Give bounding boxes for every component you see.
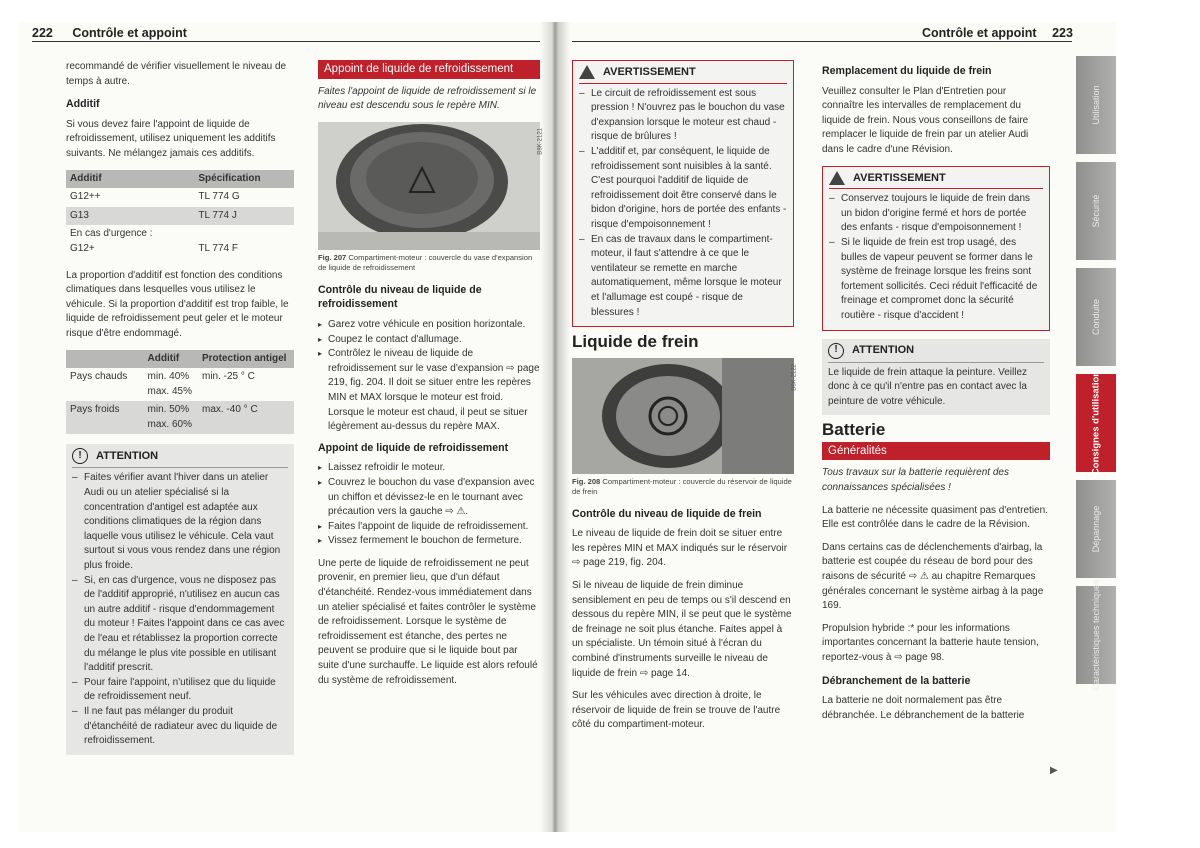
list-item: ▸ Couvrez le bouchon du vase d'expansion avec un chiffon et dévissez-le en le tournant avec précaution vers la gauche ⇨ ⚠. bbox=[318, 476, 540, 520]
brake-fluid-heading: Liquide de frein bbox=[572, 332, 699, 352]
table-cell: Pays froids bbox=[66, 401, 144, 434]
right-running-header bbox=[922, 26, 1073, 40]
list-item: – En cas de travaux dans le compartiment-moteur, il faut s'attendre à ce que le ventilateur se remette en marche automatiquement, même lorsque le moteur et l'allumage est coupé - risque de blessures ! bbox=[579, 233, 787, 321]
exclamation-circle-icon: ! bbox=[828, 343, 844, 359]
warning-title: AVERTISSEMENT bbox=[603, 66, 696, 78]
warning-box-coolant bbox=[572, 60, 794, 327]
list-item: – Conservez toujours le liquide de frein dans un bidon d'origine fermé et hors de portée des enfants - risque d'empoisonnement ! bbox=[829, 192, 1043, 236]
coolant-loss-text: Une perte de liquide de refroidissement ne peut provenir, en premier lieu, que d'un défaut d'étanchéité. Rendez-vous immédiatement dans un atelier spécialisé et faites contrôler le système de refroidissement. Lorsque le système de refroidissement est étanche, des pertes ne peuvent se produire que si le liquide bout par suite d'une surchauffe. Le liquide est alors refoulé du système de refroidissement. bbox=[318, 557, 538, 686]
warning-triangle-icon bbox=[579, 65, 595, 79]
warning-list bbox=[829, 192, 1043, 323]
battery-intro: Tous travaux sur la batterie requièrent des connaissances spécialisées ! bbox=[822, 467, 1009, 494]
left-column-2 bbox=[318, 60, 544, 696]
figure-caption bbox=[318, 253, 540, 273]
tab-label: Caractéristiques techniques bbox=[1091, 579, 1101, 691]
figure-code: B8K-2121 bbox=[538, 127, 544, 155]
figure-caption bbox=[572, 477, 794, 497]
tab-label: Conduite bbox=[1091, 298, 1101, 336]
table-cell: TL 774 J bbox=[194, 207, 294, 226]
table-header bbox=[66, 350, 144, 369]
protection-table bbox=[66, 350, 294, 435]
list-item: ▸ Vissez fermement le bouchon de fermeture. bbox=[318, 534, 540, 549]
table-header: Additif bbox=[144, 350, 198, 369]
attention-title: ATTENTION bbox=[852, 344, 915, 357]
battery-text-3: Propulsion hybride :* pour les informations importantes concernant la batterie haute tension, reportez-vous à ⇨ page 98. bbox=[822, 622, 1039, 663]
table-cell: G12++ bbox=[70, 191, 101, 203]
warning-box-brake bbox=[822, 166, 1050, 331]
attention-text: Le liquide de frein attaque la peinture. Veillez donc à ce qu'il n'entre pas en contact avec la peinture de votre véhicule. bbox=[828, 366, 1028, 407]
disconnect-heading: Débranchement de la batterie bbox=[822, 674, 971, 687]
tab-caracteristiques[interactable] bbox=[1076, 579, 1116, 691]
replace-brake-text: Veuillez consulter le Plan d'Entretien pour connaître les intervalles de remplacement du liquide de frein. Nous vous conseillons de faire remplacer le liquide de frein par un atelier Audi dans le cadre d'une Révision. bbox=[822, 85, 1029, 155]
figure-code: B8K-2122 bbox=[792, 363, 798, 391]
right-column-1 bbox=[572, 60, 798, 741]
table-cell: TL 774 G bbox=[198, 191, 240, 203]
attention-list bbox=[72, 471, 288, 748]
list-item: – Si le liquide de frein est trop usagé, des bulles de vapeur peuvent se former dans le système de freinage lorsque les freins sont fortement sollicités. Ceci réduit l'efficacité de freinage et compromet donc la sécurité routière - risque d'accident ! bbox=[829, 236, 1043, 324]
tab-utilisation[interactable] bbox=[1076, 56, 1116, 154]
warning-header bbox=[829, 171, 1043, 190]
right-header-rule bbox=[572, 41, 1072, 42]
control-level-heading: Contrôle du niveau de liquide de refroidissement bbox=[318, 283, 482, 311]
figure-207 bbox=[318, 122, 544, 250]
tab-label: Dépannage bbox=[1091, 505, 1101, 553]
tab-depannage[interactable] bbox=[1076, 480, 1116, 578]
topup-heading: Appoint de liquide de refroidissement bbox=[318, 441, 509, 454]
list-item: – L'additif et, par conséquent, le liquide de refroidissement sont nuisibles à la santé. C'est pourquoi l'additif de liquide de refroidissement doit être conservé dans le bidon d'origine, hors de portée des enfants - risque d'empoisonnement ! bbox=[579, 145, 787, 233]
table-cell: En cas d'urgence : G12+ bbox=[70, 228, 153, 254]
table-cell: min. 40% max. 45% bbox=[147, 371, 192, 397]
attention-box-paint bbox=[822, 339, 1050, 416]
brake-text-2: Si le niveau de liquide de frein diminue sensiblement en peu de temps ou s'il descend en dessous du repère MIN, il se peut que le système de freinage ne soit plus étanche. Faites appel à un spécialiste. Un témoin situé à l'écran du combiné d'instruments surveille le niveau de liquide de frein ⇨ page 14. bbox=[572, 580, 792, 679]
tab-securite[interactable] bbox=[1076, 162, 1116, 260]
brake-level-heading: Contrôle du niveau de liquide de frein bbox=[572, 507, 762, 520]
control-steps bbox=[318, 318, 540, 435]
brake-text-3: Sur les véhicules avec direction à droite, le réservoir de liquide de frein se trouve de l'autre côté du compartiment-moteur. bbox=[572, 690, 781, 731]
section-bar-general: Généralités bbox=[822, 442, 1050, 461]
list-item: – Pour faire l'appoint, n'utilisez que du liquide de refroidissement neuf. bbox=[72, 676, 288, 705]
attention-title: ATTENTION bbox=[96, 450, 159, 463]
table-cell: max. -40 ° C bbox=[198, 401, 294, 434]
list-item: – Faites vérifier avant l'hiver dans un atelier Audi ou un atelier spécialisé si la concentration d'antigel est adaptée aux conditions climatiques de la région dans laquelle vous utilisez le véhicule. Cela vaut surtout si vous vous rendez dans une région plus froide. bbox=[72, 471, 288, 573]
table-header: Additif bbox=[66, 170, 194, 189]
replace-brake-heading: Remplacement du liquide de frein bbox=[822, 65, 992, 77]
exclamation-circle-icon: ! bbox=[72, 448, 88, 464]
battery-text-1: La batterie ne nécessite quasiment pas d'entretien. Elle est contrôlée dans le cadre de la Révision. bbox=[822, 504, 1048, 531]
caption-text: Compartiment-moteur : couvercle du vase d'expansion de liquide de refroidissement bbox=[318, 252, 533, 272]
tab-label: Utilisation bbox=[1091, 85, 1101, 125]
tab-label: Sécurité bbox=[1091, 194, 1101, 228]
tab-consignes[interactable] bbox=[1076, 370, 1116, 476]
right-header-title: Contrôle et appoint bbox=[922, 26, 1037, 40]
left-page-number: 222 bbox=[32, 26, 53, 40]
list-item: ▸ Garez votre véhicule en position horizontale. bbox=[318, 318, 540, 333]
attention-header bbox=[72, 448, 288, 468]
table-header: Protection antigel bbox=[198, 350, 294, 369]
additif-text: Si vous devez faire l'appoint de liquide de refroidissement, utilisez uniquement les additifs suivants. Ne mélangez jamais ces additifs. bbox=[66, 118, 276, 159]
list-item: ▸ Contrôlez le niveau de liquide de refroidissement sur le vase d'expansion ⇨ page 219, fig. 204. Il doit se situer entre les repères MIN et MAX lorsque le moteur est froid. Lorsque le moteur est chaud, il peut se situer légèrement au-dessus du repère MAX. bbox=[318, 347, 540, 435]
coolant-cap-image bbox=[318, 122, 540, 250]
continue-arrow-icon: ▶ bbox=[1050, 765, 1058, 776]
list-item: – Le circuit de refroidissement est sous pression ! N'ouvrez pas le bouchon du vase d'expansion lorsque le moteur est chaud - risque de brûlures ! bbox=[579, 87, 787, 145]
additif-heading: Additif bbox=[66, 98, 100, 111]
left-column-1 bbox=[66, 60, 294, 763]
intro-text: recommandé de vérifier visuellement le niveau de temps à autre. bbox=[66, 61, 287, 87]
left-header-title: Contrôle et appoint bbox=[72, 26, 187, 40]
proportion-text: La proportion d'additif est fonction des conditions climatiques dans lesquelles vous utilisez le véhicule. Si la proportion d'additif est trop faible, le liquide de refroidissement peut geler et le moteur risque d'être endommagé. bbox=[66, 269, 289, 339]
figure-number: Fig. 208 bbox=[572, 476, 601, 486]
list-item: ▸ Faites l'appoint de liquide de refroidissement. bbox=[318, 520, 540, 535]
figure-number: Fig. 207 bbox=[318, 252, 347, 262]
warning-title: AVERTISSEMENT bbox=[853, 171, 946, 184]
battery-text-2: Dans certains cas de déclenchements d'airbag, la batterie est coupée du réseau de bord pour des raisons de sécurité ⇨ ⚠ au chapitre Remarques générales concernant le système airbag à la page 169. bbox=[822, 541, 1044, 612]
attention-box bbox=[66, 444, 294, 754]
table-cell: min. 50% max. 60% bbox=[144, 401, 198, 434]
tab-label: Consignes d'utilisation bbox=[1090, 370, 1102, 476]
brake-text-1: Le niveau de liquide de frein doit se situer entre les repères MIN et MAX indiqués sur le réservoir ⇨ page 219, fig. 204. bbox=[572, 528, 788, 569]
battery-text-4: La batterie ne doit normalement pas être débranchée. Le débranchement de la batterie bbox=[822, 695, 1025, 721]
figure-208 bbox=[572, 358, 798, 474]
warning-list bbox=[579, 87, 787, 321]
table-header: Spécification bbox=[194, 170, 294, 189]
topup-steps bbox=[318, 461, 540, 549]
brake-reservoir-image bbox=[572, 358, 794, 474]
chapter-tabs bbox=[1076, 56, 1116, 692]
additif-table bbox=[66, 170, 294, 259]
table-cell: Pays chauds bbox=[70, 371, 128, 383]
tab-conduite[interactable] bbox=[1076, 268, 1116, 366]
list-item: ▸ Laissez refroidir le moteur. bbox=[318, 461, 540, 476]
left-running-header bbox=[32, 26, 187, 40]
right-column-2 bbox=[822, 60, 1050, 731]
list-item: – Il ne faut pas mélanger du produit d'étanchéité de radiateur avec du liquide de refroidissement. bbox=[72, 705, 288, 749]
list-item: – Si, en cas d'urgence, vous ne disposez pas de l'additif approprié, n'utilisez en aucun cas un autre additif - risque d'endommagement du moteur ! Faites l'appoint dans ce cas avec de l'eau et rétablissez la proportion correcte du mélange le plus vite possible en utilisant l'additif prescrit. bbox=[72, 574, 288, 676]
coolant-intro: Faites l'appoint de liquide de refroidissement si le niveau est descendu sous le repère MIN. bbox=[318, 85, 537, 112]
list-item: ▸ Coupez le contact d'allumage. bbox=[318, 333, 540, 348]
warning-header bbox=[579, 65, 787, 84]
left-header-rule bbox=[32, 41, 540, 42]
section-bar-coolant: Appoint de liquide de refroidissement bbox=[318, 60, 540, 79]
table-cell: G13 bbox=[66, 207, 194, 226]
table-cell: TL 774 F bbox=[198, 242, 239, 254]
caption-text: Compartiment-moteur : couvercle du réservoir de liquide de frein bbox=[572, 476, 792, 496]
battery-heading: Batterie bbox=[822, 420, 886, 440]
attention-header bbox=[828, 343, 1044, 363]
right-page-number: 223 bbox=[1052, 26, 1073, 40]
warning-triangle-icon bbox=[829, 171, 845, 185]
table-cell: min. -25 ° C bbox=[201, 371, 255, 383]
